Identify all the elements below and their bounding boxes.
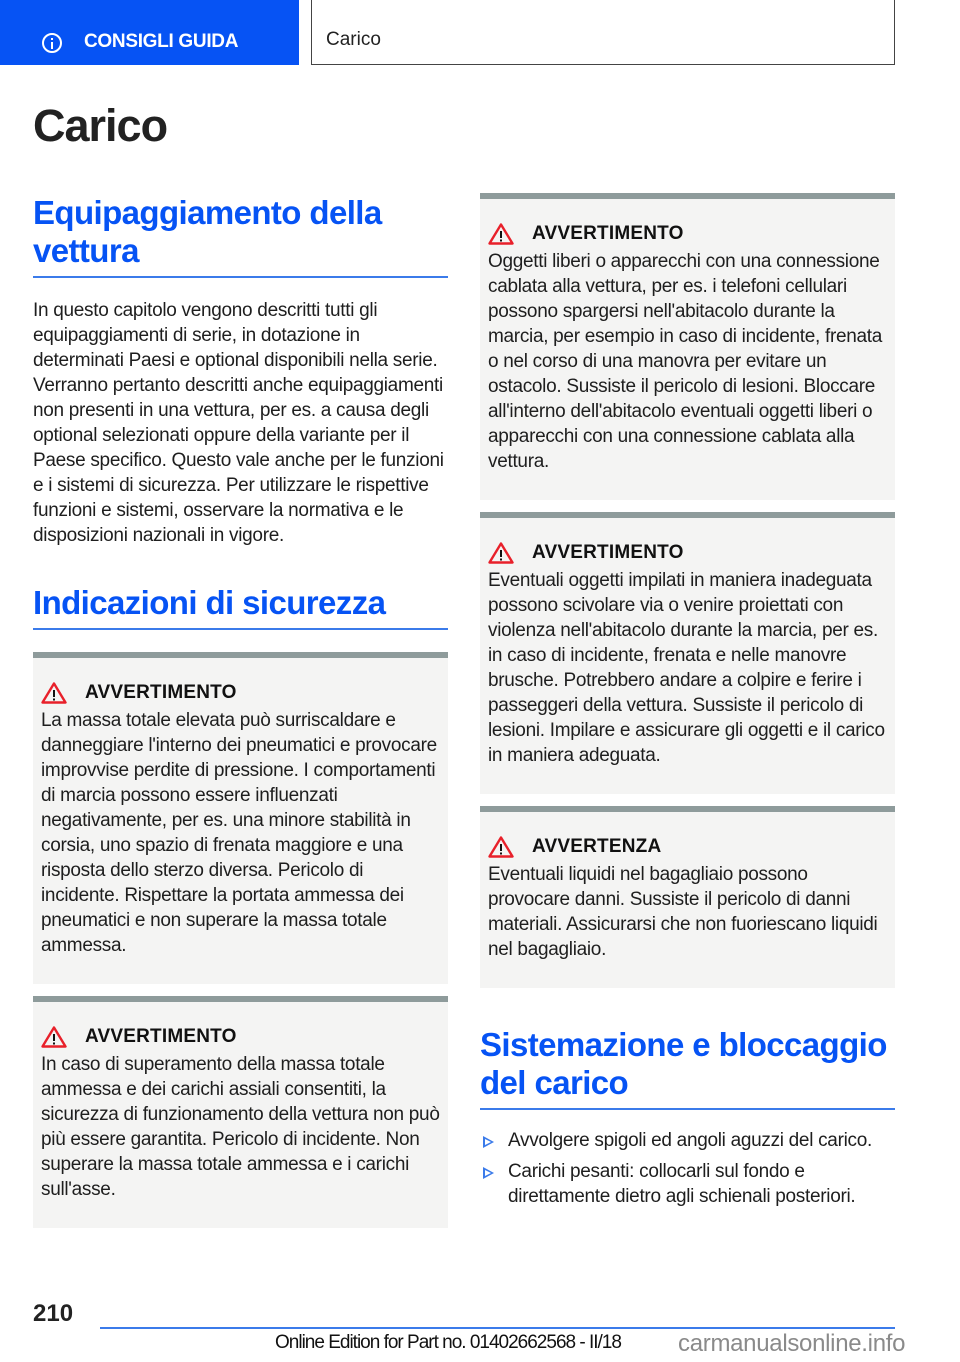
heading-equipaggiamento: Equipaggiamento della vettura	[33, 194, 448, 278]
note-text: Eventuali liquidi nel bagagliaio possono provocare danni. Sussiste il pericolo di danni materiali. Assicurarsi che non fuoriescano liquidi nel bagagliaio.	[488, 864, 878, 960]
warning-triangle-icon	[488, 223, 514, 245]
chapter-tab-label: Carico	[326, 29, 381, 50]
note-title: AVVERTIMENTO	[85, 1026, 237, 1047]
warning-note	[480, 512, 895, 794]
list-item-text: Avvolgere spigoli ed angoli aguzzi del carico.	[508, 1130, 872, 1151]
note-text: La massa totale elevata può surriscaldare e danneggiare l'interno dei pneumatici e provocare improvvise perdite di pressione. I comportamenti di marcia possono essere influenzati negativamente, per es. una minore stabilità in corsia, uno spazio di frenata maggiore e una risposta dello sterzo diversa. Pericolo di incidente. Rispettare la portata ammessa dei pneumatici e non superare la massa totale ammessa.	[41, 710, 437, 956]
warning-note	[33, 996, 448, 1228]
chapter-tab[interactable]	[311, 0, 895, 65]
list-item	[480, 1159, 895, 1209]
warning-triangle-icon	[488, 542, 514, 564]
page-title: Carico	[33, 100, 168, 151]
info-icon	[42, 33, 62, 53]
intro-paragraph: In questo capitolo vengono descritti tutti gli equipaggiamenti di serie, in dotazione in determinati Paesi e optional disponibili nella serie. Verranno pertanto descritti anche equipaggiamenti non presenti in una vettura, per es. a causa degli optional selezionati oppure della variante per il Paese specifico. Questo vale anche per le funzioni e i sistemi di sicurezza. Per utilizzare le rispettive funzioni e sistemi, osservare la normativa e le disposizioni nazionali in vigore.	[33, 300, 444, 546]
triangle-bullet-icon	[483, 1136, 494, 1148]
heading-sistemazione-carico: Sistemazione e bloccaggio del carico	[480, 1026, 895, 1110]
warning-triangle-icon	[488, 836, 514, 858]
note-text: Oggetti liberi o apparecchi con una connessione cablata alla vettura, per es. i telefoni cellulari possono spargersi nell'abitacolo durante la marcia, per esempio in caso di incidente, frenata o nel corso di una manovra per evitare un ostacolo. Sussiste il pericolo di lesioni. Bloccare all'interno dell'abitacolo eventuali oggetti liberi o apparecchi con una connessione cablata alla vettura.	[488, 251, 883, 472]
triangle-bullet-icon	[483, 1167, 494, 1179]
note-title: AVVERTIMENTO	[532, 542, 684, 563]
footer-divider	[100, 1327, 895, 1329]
list-item	[480, 1128, 895, 1153]
watermark-link[interactable]: carmanualsonline.info	[678, 1330, 906, 1357]
right-column	[480, 193, 895, 1215]
section-tab-label: CONSIGLI GUIDA	[84, 31, 239, 52]
edition-info: Online Edition for Part no. 01402662568 - II/18	[275, 1332, 621, 1353]
list-item-text: Carichi pesanti: collocarli sul fondo e direttamente dietro agli schienali posteriori.	[508, 1161, 856, 1207]
heading-indicazioni-sicurezza: Indicazioni di sicurezza	[33, 584, 448, 630]
note-text: Eventuali oggetti impilati in maniera inadeguata possono scivolare via o venire proiettati con violenza nell'abitacolo durante la marcia, per es. in caso di incidente, frenata e nelle manovre brusche. Potrebbero andare a colpire e ferire i passeggeri della vettura. Sussiste il pericolo di lesioni. Impilare e assicurare gli oggetti e il carico in maniera adeguata.	[488, 570, 885, 766]
bullet-list	[480, 1128, 895, 1209]
warning-note	[480, 193, 895, 500]
warning-note	[33, 652, 448, 984]
note-title: AVVERTIMENTO	[532, 223, 684, 244]
warning-triangle-icon	[41, 1026, 67, 1048]
note-title: AVVERTIMENTO	[85, 682, 237, 703]
caution-note	[480, 806, 895, 988]
warning-triangle-icon	[41, 682, 67, 704]
page-number: 210	[33, 1300, 74, 1327]
note-text: In caso di superamento della massa totale ammessa e dei carichi assiali consentiti, la sicurezza di funzionamento della vettura non può più essere garantita. Pericolo di incidente. Non superare la massa totale ammessa e i carichi sull'asse.	[41, 1054, 440, 1200]
section-tab-consigli-guida[interactable]	[0, 0, 299, 65]
note-title: AVVERTENZA	[532, 836, 662, 857]
left-column	[33, 194, 448, 1228]
